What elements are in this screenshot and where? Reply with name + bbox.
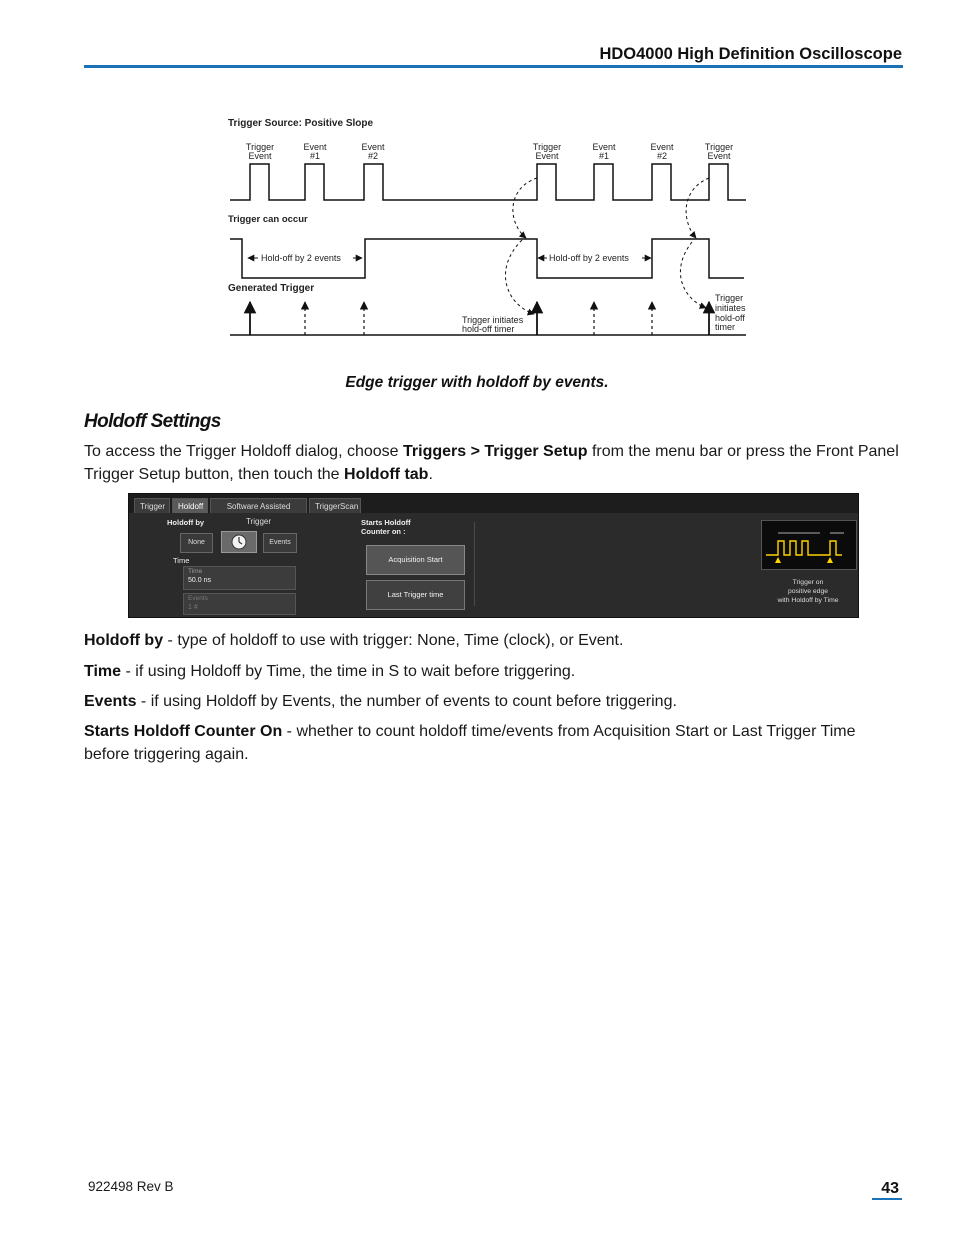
preview-text-3: with Holdoff by Time	[777, 597, 839, 604]
label-event1-2b: #1	[598, 151, 610, 161]
preview-text-2: positive edge	[787, 588, 829, 595]
initiates-right-3: hold-off	[715, 313, 745, 323]
footer-page-number: 43	[881, 1180, 899, 1197]
label-trigger-event-3b: Event	[707, 151, 731, 161]
holdoff-dialog-screenshot	[128, 493, 859, 618]
initiates-timer-label-2: hold-off timer	[462, 324, 515, 334]
preview-text-1: Trigger on	[792, 579, 824, 586]
initiates-right-4: timer	[715, 322, 735, 332]
holdoff-by-label: Holdoff by	[167, 518, 205, 527]
initiates-timer-label-1: Trigger initiates	[462, 315, 524, 325]
initiates-right-2: initiates	[715, 303, 746, 313]
events-field-value: 1 #	[188, 604, 198, 611]
label-trigger-event-2a: Trigger	[532, 142, 562, 152]
label-event2-a: Event	[361, 142, 385, 152]
trigger-can-occur-label: Trigger can occur	[228, 214, 308, 225]
holdoff-label-1: Hold-off by 2 events	[261, 253, 341, 263]
time-field[interactable]	[183, 566, 296, 590]
intro-text-2: from the menu bar or press the Front Panel Trigger Setup button, then touch the	[84, 443, 899, 483]
footer-rule	[872, 1198, 902, 1200]
tab-software-assisted-trigger[interactable]: Software Assisted Trigger	[210, 498, 307, 513]
generated-trigger-label: Generated Trigger	[228, 283, 315, 294]
intro-bold-menu: Triggers > Trigger Setup	[403, 443, 588, 460]
preview-caption	[761, 578, 855, 605]
holdoff-none-button[interactable]: None	[180, 533, 213, 553]
figure-caption: Edge trigger with holdoff by events.	[345, 374, 609, 391]
events-field-label: Events	[188, 595, 208, 602]
term-events: Events	[84, 693, 137, 710]
acquisition-start-button[interactable]: Acquisition Start	[366, 545, 465, 575]
label-event2-b: #2	[367, 151, 379, 161]
definition-holdoff-by	[84, 630, 904, 653]
clock-icon	[222, 532, 256, 552]
label-event2-2a: Event	[650, 142, 674, 152]
starts-holdoff-label	[361, 518, 411, 536]
holdoff-timing-diagram	[222, 110, 752, 345]
events-field[interactable]	[183, 593, 296, 615]
label-trigger-event-1b: Event	[248, 151, 272, 161]
desc-holdoff-by: - type of holdoff to use with trigger: None, Time (clock), or Event.	[163, 632, 624, 649]
starts-holdoff-label-1: Starts Holdoff	[361, 518, 411, 527]
time-field-label: Time	[188, 568, 203, 575]
term-starts-holdoff: Starts Holdoff Counter On	[84, 723, 283, 740]
time-field-value: 50.0 ns	[188, 577, 211, 584]
holdoff-events-button[interactable]: Events	[263, 533, 297, 553]
label-trigger-event-1a: Trigger	[245, 142, 275, 152]
label-trigger-event-2b: Event	[535, 151, 559, 161]
definition-events	[84, 691, 904, 714]
intro-bold-tab: Holdoff tab	[344, 465, 429, 483]
desc-starts-holdoff: - whether to count holdoff time/events from Acquisition Start or Last Trigger Time before triggering again.	[84, 723, 856, 763]
holdoff-time-button[interactable]	[221, 531, 257, 553]
holdoff-preview-graphic	[761, 520, 857, 570]
tab-holdoff[interactable]: Holdoff	[172, 498, 208, 513]
starts-holdoff-label-2: Counter on :	[361, 527, 406, 536]
intro-paragraph	[84, 441, 904, 486]
intro-text-1: To access the Trigger Holdoff dialog, choose	[84, 443, 403, 460]
header-rule	[84, 65, 903, 68]
label-event1-2a: Event	[592, 142, 616, 152]
footer-doc-id: 922498 Rev B	[88, 1179, 174, 1194]
tab-triggerscan[interactable]: TriggerScan	[309, 498, 361, 513]
term-holdoff-by: Holdoff by	[84, 632, 164, 649]
label-event1-b: #1	[309, 151, 321, 161]
section-heading: Holdoff Settings	[84, 411, 221, 432]
trigger-waveform-icon	[762, 521, 856, 569]
intro-text-3: .	[428, 465, 433, 483]
definition-starts-holdoff	[84, 721, 904, 766]
tab-trigger[interactable]: Trigger	[134, 498, 170, 513]
last-trigger-time-button[interactable]: Last Trigger time	[366, 580, 465, 610]
label-event1-a: Event	[303, 142, 327, 152]
input-waveform	[230, 164, 746, 200]
time-group-label: Time	[173, 556, 190, 565]
label-event2-2b: #2	[656, 151, 668, 161]
label-trigger-event-3a: Trigger	[704, 142, 734, 152]
desc-events: - if using Holdoff by Events, the number of events to count before triggering.	[136, 693, 677, 710]
diagram-title: Trigger Source: Positive Slope	[228, 118, 374, 129]
page-header-title: HDO4000 High Definition Oscilloscope	[599, 45, 902, 63]
definition-time	[84, 661, 904, 684]
desc-time: - if using Holdoff by Time, the time in S to wait before triggering.	[121, 663, 576, 680]
term-time: Time	[84, 663, 122, 680]
initiates-right-1: Trigger	[715, 293, 744, 303]
dialog-divider	[474, 522, 475, 606]
holdoff-label-2: Hold-off by 2 events	[549, 253, 629, 263]
